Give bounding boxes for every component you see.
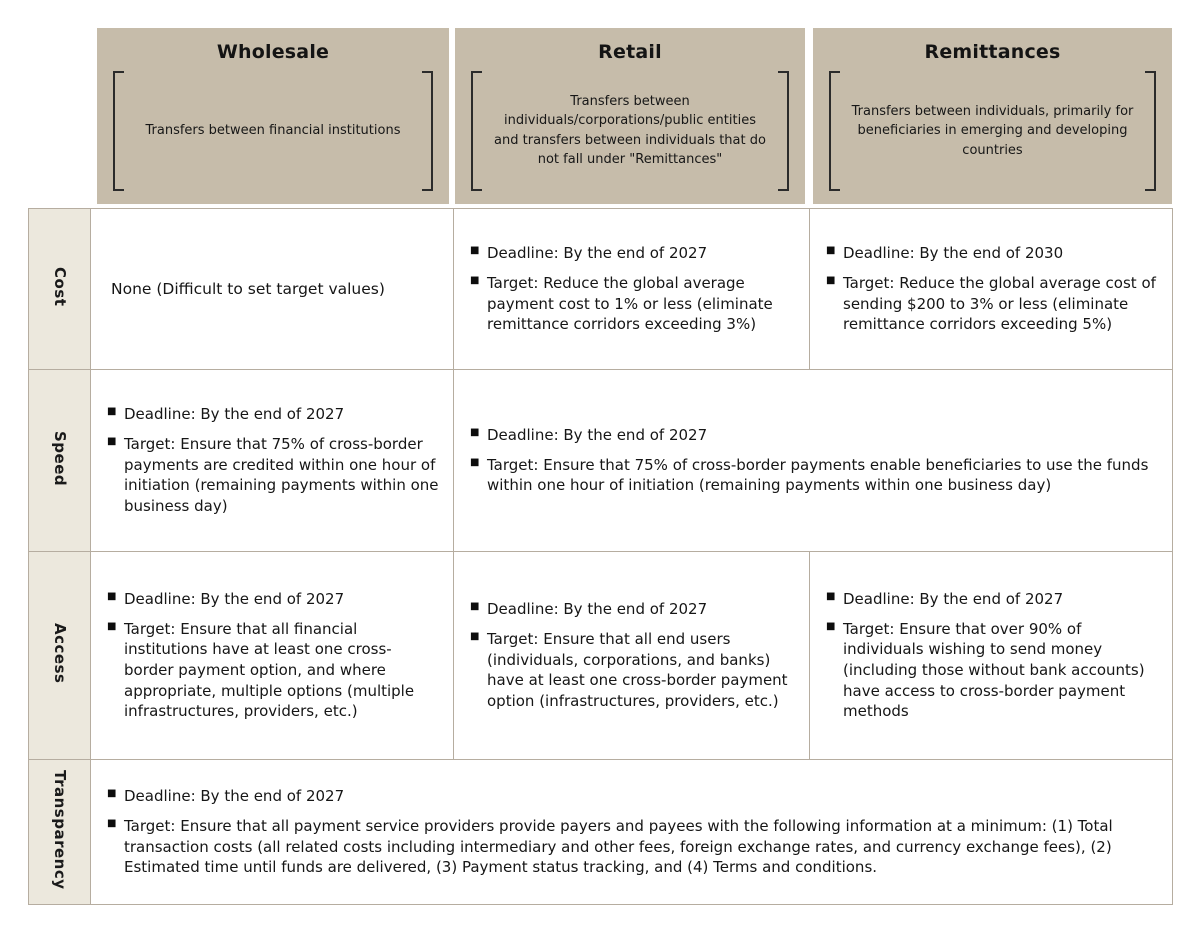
column-description: Transfers between financial institutions: [145, 123, 401, 139]
bullet-square-icon: ■: [826, 590, 836, 602]
table-cell: [810, 552, 1173, 760]
header-slot-retail: [453, 28, 809, 204]
column-title: Remittances: [924, 41, 1061, 63]
bracket-area: [829, 71, 1156, 191]
bullet-text: Deadline: By the end of 2027: [124, 589, 345, 608]
row-label-text: Cost: [51, 267, 69, 307]
bullet-square-icon: ■: [826, 245, 836, 257]
figure-inner: [28, 28, 1172, 905]
bullet-square-icon: ■: [107, 620, 117, 632]
bullet-text: Target: Reduce the global average cost of sending $200 to 3% or less (eliminate remittance corridors exceeding 5%): [843, 273, 1156, 334]
cell-text: None (Difficult to set target values): [111, 280, 385, 298]
bullet-item: [107, 619, 439, 722]
row-label-cost: [29, 209, 91, 370]
bullet-text: Deadline: By the end of 2030: [843, 244, 1064, 263]
bullet-item: [826, 619, 1158, 722]
bullet-item: [470, 599, 795, 620]
bullet-square-icon: ■: [107, 590, 117, 602]
table-row-transparency: [29, 760, 1173, 905]
table-cell: [454, 209, 810, 370]
bullet-text: Deadline: By the end of 2027: [487, 600, 708, 619]
bullet-square-icon: ■: [470, 245, 480, 257]
bullet-text: Target: Ensure that all payment service providers provide payers and payees with the following information at a minimum: (1) Total transaction costs (all related costs including intermediary and other fees, foreign exchange rates, and currency exchange fees), (2) Estimated time until funds are delivered, (3) Payment status tracking, and (4) Terms and conditions.: [124, 816, 1113, 877]
column-header-remittances: [813, 28, 1172, 204]
bracket-area: [471, 71, 789, 191]
bullet-item: [107, 786, 1158, 807]
bullet-square-icon: ■: [470, 274, 480, 286]
bullet-text: Target: Ensure that all end users (individuals, corporations, and banks) have at least one cross-border payment option (infrastructures, providers, etc.): [487, 629, 788, 711]
targets-table-body: [29, 209, 1173, 905]
row-label-transparency: [29, 760, 91, 905]
table-row-access: [29, 552, 1173, 760]
bullet-item: [470, 243, 795, 264]
header-slot-remittances: [809, 28, 1172, 204]
bullet-item: [826, 243, 1158, 264]
bullet-text: Target: Ensure that all financial institutions have at least one cross-border payment option, and where appropriate, multiple options (multiple infrastructures, providers, etc.): [124, 619, 415, 721]
bullet-square-icon: ■: [107, 788, 117, 800]
bullet-square-icon: ■: [107, 406, 117, 418]
table-cell: [454, 370, 1173, 552]
bullet-square-icon: ■: [107, 817, 117, 829]
bullet-text: Deadline: By the end of 2027: [843, 589, 1064, 608]
bullet-item: [107, 589, 439, 610]
column-header-retail: [455, 28, 805, 204]
bullet-text: Deadline: By the end of 2027: [487, 425, 708, 444]
right-bracket-icon: [1145, 71, 1156, 191]
row-label-text: Speed: [51, 430, 69, 487]
table-cell: [810, 209, 1173, 370]
bullet-text: Deadline: By the end of 2027: [124, 787, 345, 806]
left-bracket-icon: [113, 71, 124, 191]
bullet-square-icon: ■: [826, 274, 836, 286]
bullet-text: Target: Reduce the global average payment cost to 1% or less (eliminate remittance corridors exceeding 3%): [487, 273, 773, 334]
table-row-speed: [29, 370, 1173, 552]
row-label-column-spacer: [28, 28, 90, 204]
column-header-wholesale: [97, 28, 449, 204]
row-label-access: [29, 552, 91, 760]
header-slot-wholesale: [90, 28, 453, 204]
bullet-square-icon: ■: [107, 435, 117, 447]
table-cell: [454, 552, 810, 760]
column-title: Wholesale: [216, 41, 330, 63]
bullet-text: Deadline: By the end of 2027: [124, 405, 345, 424]
bullet-text: Target: Ensure that 75% of cross-border payments are credited within one hour of initiation (remaining payments within one business day): [124, 434, 439, 516]
bullet-item: [470, 455, 1158, 496]
targets-table: [28, 208, 1173, 905]
table-row-cost: [29, 209, 1173, 370]
bullet-item: [107, 434, 439, 517]
table-cell: [91, 209, 454, 370]
bullet-text: Target: Ensure that 75% of cross-border payments enable beneficiaries to use the funds within one hour of initiation (remaining payments within one business day): [487, 455, 1149, 495]
column-description: Transfers between individuals, primarily for beneficiaries in emerging and developing countries: [851, 103, 1134, 158]
bullet-item: [826, 589, 1158, 610]
row-label-text: Transparency: [51, 770, 69, 890]
table-cell: [91, 760, 1173, 905]
right-bracket-icon: [422, 71, 433, 191]
column-description: Transfers between individuals/corporations/public entities and transfers between individuals that do not fall under "Remittances": [494, 93, 766, 168]
table-cell: [91, 552, 454, 760]
left-bracket-icon: [829, 71, 840, 191]
bullet-square-icon: ■: [470, 456, 480, 468]
bullet-item: [470, 629, 795, 712]
bullet-square-icon: ■: [470, 426, 480, 438]
bullet-square-icon: ■: [470, 630, 480, 642]
bullet-square-icon: ■: [826, 620, 836, 632]
bullet-text: Target: Ensure that over 90% of individuals wishing to send money (including those without bank accounts) have access to cross-border payment methods: [843, 619, 1145, 721]
left-bracket-icon: [471, 71, 482, 191]
bullet-item: [470, 425, 1158, 446]
table-cell: [91, 370, 454, 552]
header-row: [28, 28, 1172, 204]
bracket-area: [113, 71, 433, 191]
bullet-item: [470, 273, 795, 335]
row-label-speed: [29, 370, 91, 552]
bullet-item: [107, 816, 1158, 878]
row-label-text: Access: [51, 623, 69, 684]
bullet-square-icon: ■: [470, 601, 480, 613]
bullet-item: [826, 273, 1158, 335]
right-bracket-icon: [778, 71, 789, 191]
column-title: Retail: [598, 41, 662, 63]
bullet-item: [107, 404, 439, 425]
bullet-text: Deadline: By the end of 2027: [487, 244, 708, 263]
